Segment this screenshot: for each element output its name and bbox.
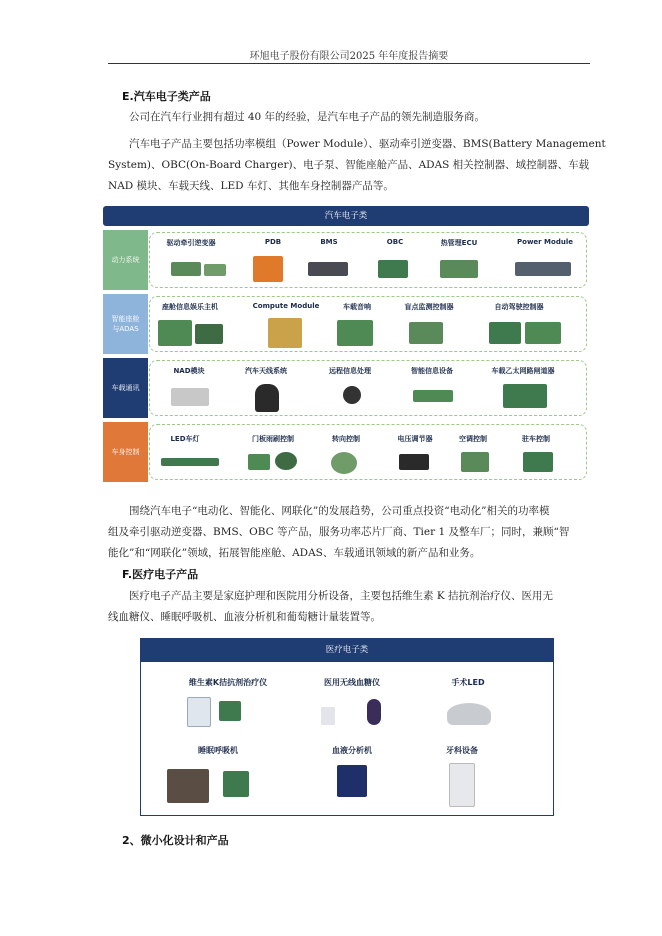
product-image	[158, 320, 192, 346]
product-image	[255, 384, 279, 412]
product-item: LED车灯	[170, 435, 200, 443]
row-label-powertrain: 动力系统	[103, 230, 148, 290]
product-image	[399, 454, 429, 470]
auto-row-body-control	[103, 422, 589, 482]
product-item: 转向控制	[332, 435, 360, 443]
section-e-p2-l2: System)、OBC(On-Board Charger)、电子泵、智能座舱产品、ADAS 相关控制器、域控制器、车载	[108, 159, 590, 171]
product-item: 门板雨刷控制	[252, 435, 294, 443]
product-image	[195, 324, 223, 344]
section-2-title: 2、微小化设计和产品	[122, 834, 229, 847]
product-image	[275, 452, 297, 470]
product-item: Compute Module	[252, 302, 320, 310]
product-image	[525, 322, 561, 344]
product-item: 智能信息设备	[411, 367, 453, 375]
auto-row-telematics	[103, 358, 589, 418]
product-image	[219, 701, 241, 721]
product-item: 盲点监测控制器	[404, 303, 454, 311]
med-product-item: 血液分析机	[332, 746, 372, 755]
product-image	[248, 454, 270, 470]
product-image	[515, 262, 571, 276]
product-image	[409, 322, 443, 344]
auto-figure-title: 汽车电子类	[103, 206, 589, 226]
product-image	[503, 384, 547, 408]
row-label-body-control: 车身控制	[103, 422, 148, 482]
row-box	[149, 424, 587, 480]
product-image	[171, 262, 201, 276]
header-rule	[108, 63, 590, 64]
product-image	[343, 386, 361, 404]
section-e-p2-l3: NAD 模块、车载天线、LED 车灯、其他车身控制器产品等。	[108, 180, 394, 192]
section-e-p3-l1: 围绕汽车电子“电动化、智能化、网联化”的发展趋势，公司重点投资“电动化”相关的功率模	[129, 505, 550, 517]
section-e-p1: 公司在汽车行业拥有超过 40 年的经验，是汽车电子产品的领先制造服务商。	[129, 111, 486, 123]
product-image	[171, 388, 209, 406]
product-item: Power Module	[517, 238, 573, 246]
product-item: 热管理ECU	[440, 239, 478, 247]
product-image	[204, 264, 226, 276]
product-image	[523, 452, 553, 472]
product-item: OBC	[386, 238, 404, 246]
product-image	[337, 765, 367, 797]
product-image	[378, 260, 408, 278]
product-item: 远程信息处理	[329, 367, 371, 375]
med-product-item: 牙科设备	[446, 746, 478, 755]
product-image	[167, 769, 209, 803]
med-product-item: 维生素K拮抗剂治疗仪	[188, 678, 268, 687]
product-image	[413, 390, 453, 402]
section-f-p1-l1: 医疗电子产品主要是家庭护理和医院用分析设备，主要包括维生素 K 拮抗剂治疗仪、医用无	[129, 590, 554, 602]
med-product-item: 睡眠呼吸机	[198, 746, 238, 755]
product-item: 座舱信息娱乐主机	[162, 303, 218, 311]
product-item: 车载音响	[343, 303, 371, 311]
product-image	[489, 322, 521, 344]
section-f-title: F.医疗电子产品	[122, 568, 199, 581]
section-e-p2-l1: 汽车电子产品主要包括功率模组（Power Module）、驱动牵引逆变器、BMS(Battery Management	[129, 138, 606, 150]
med-figure-title: 医疗电子类	[141, 639, 553, 662]
product-image	[449, 763, 475, 807]
med-product-item: 医用无线血糖仪	[324, 678, 380, 687]
row-label-telematics: 车载通讯	[103, 358, 148, 418]
section-e-p3-l2: 组及牵引驱动逆变器、BMS、OBC 等产品，服务功率芯片厂商、Tier 1 及整车厂；同时，兼顾“智	[108, 526, 570, 538]
product-item: 车载乙太网路闸道器	[491, 367, 555, 375]
product-image	[253, 256, 283, 282]
row-label-cockpit-adas: 智能座舱 与ADAS	[103, 294, 148, 354]
product-item: 自动驾驶控制器	[494, 303, 544, 311]
auto-row-cockpit-adas	[103, 294, 589, 354]
product-item: BMS	[320, 238, 338, 246]
product-image	[461, 452, 489, 472]
product-item: 汽车天线系统	[245, 367, 287, 375]
section-e-title: E.汽车电子类产品	[122, 90, 211, 103]
product-image	[447, 703, 491, 725]
med-product-item: 手术LED	[451, 678, 485, 687]
product-image	[223, 771, 249, 797]
section-e-p3-l3: 能化”和“网联化”领域，拓展智能座舱、ADAS、车载通讯领域的新产品和业务。	[108, 547, 481, 559]
product-image	[440, 260, 478, 278]
section-f-p1-l2: 线血糖仪、睡眠呼吸机、血液分析机和葡萄糖计量装置等。	[108, 611, 381, 623]
product-image	[337, 320, 373, 346]
product-item: 空调控制	[459, 435, 487, 443]
product-item: NAD模块	[173, 367, 205, 375]
product-image	[321, 707, 335, 725]
product-item: 电压调节器	[397, 435, 433, 443]
product-image	[268, 318, 302, 348]
product-image	[187, 697, 211, 727]
page-header: 环旭电子股份有限公司2025 年年度报告摘要	[249, 51, 449, 62]
auto-row-powertrain	[103, 230, 589, 290]
product-image	[308, 262, 348, 276]
product-item: 驱动牵引逆变器	[166, 239, 216, 247]
automotive-products-figure	[103, 206, 589, 488]
product-image	[331, 452, 357, 474]
medical-products-figure	[140, 638, 554, 816]
product-item: 驻车控制	[522, 435, 550, 443]
product-item: PDB	[264, 238, 282, 246]
product-image	[367, 699, 381, 725]
product-image	[161, 458, 219, 466]
